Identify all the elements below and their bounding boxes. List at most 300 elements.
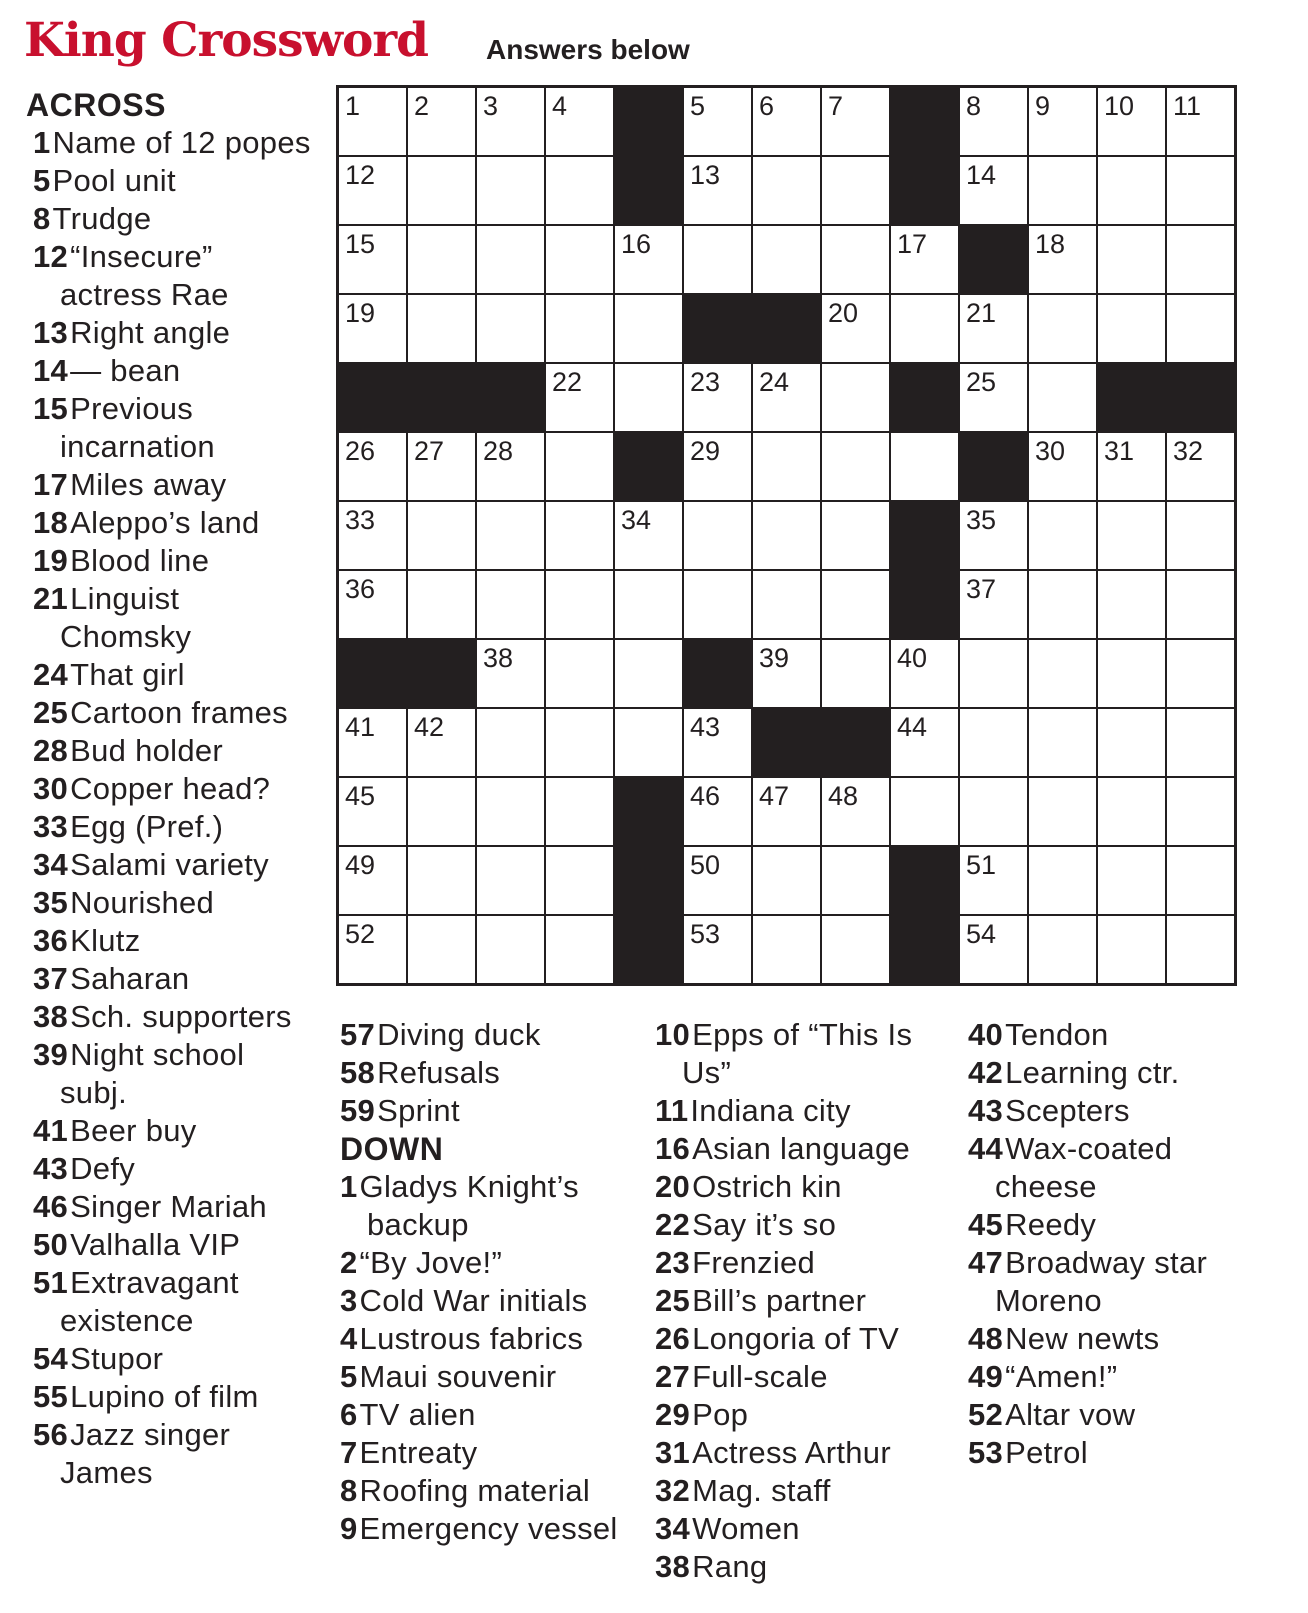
clue-text: Cold War initials xyxy=(359,1283,588,1318)
grid-cell[interactable] xyxy=(822,88,889,155)
grid-cell[interactable] xyxy=(1098,295,1165,362)
grid-cell[interactable] xyxy=(1029,916,1096,983)
grid-cell[interactable] xyxy=(1167,640,1234,707)
black-square xyxy=(891,571,958,638)
across-clue-46 xyxy=(26,1188,316,1226)
grid-cell[interactable] xyxy=(891,433,958,500)
grid-cell[interactable] xyxy=(1167,226,1234,293)
clue-number: 26 xyxy=(655,1321,691,1356)
grid-cell[interactable] xyxy=(1098,847,1165,914)
grid-cell[interactable] xyxy=(891,640,958,707)
down-clue-47 xyxy=(968,1244,1268,1320)
clue-number: 2 xyxy=(340,1245,358,1280)
down-clue-38 xyxy=(655,1548,955,1586)
clue-text: “By Jove!” xyxy=(359,1245,503,1280)
clue-text: Broadway star Moreno xyxy=(995,1245,1208,1318)
clue-number: 41 xyxy=(33,1113,69,1148)
grid-cell[interactable] xyxy=(1098,916,1165,983)
across-clue-14 xyxy=(26,352,316,390)
grid-cell[interactable] xyxy=(891,709,958,776)
clue-text: Nourished xyxy=(70,885,215,920)
across-clue-13 xyxy=(26,314,316,352)
grid-cell[interactable] xyxy=(546,847,613,914)
clue-text: Tendon xyxy=(1005,1017,1109,1052)
grid-cell[interactable] xyxy=(546,571,613,638)
grid-cell[interactable] xyxy=(960,640,1027,707)
grid-cell[interactable] xyxy=(339,709,406,776)
grid-cell[interactable] xyxy=(753,916,820,983)
clue-text: Say it’s so xyxy=(692,1207,837,1242)
clue-text: Maui souvenir xyxy=(359,1359,557,1394)
grid-cell[interactable] xyxy=(615,364,682,431)
grid-cell[interactable] xyxy=(339,502,406,569)
grid-cell[interactable] xyxy=(960,502,1027,569)
cell-number: 8 xyxy=(966,91,982,121)
grid-cell[interactable] xyxy=(1029,88,1096,155)
grid-cell[interactable] xyxy=(684,847,751,914)
grid-cell[interactable] xyxy=(477,640,544,707)
clue-number: 6 xyxy=(340,1397,358,1432)
clue-text: Sprint xyxy=(377,1093,460,1128)
clue-text: Women xyxy=(692,1511,800,1546)
cell-number: 48 xyxy=(828,781,859,811)
clue-number: 31 xyxy=(655,1435,691,1470)
grid-cell[interactable] xyxy=(1167,502,1234,569)
grid-cell[interactable] xyxy=(1029,640,1096,707)
cell-number: 37 xyxy=(966,574,997,604)
cell-number: 34 xyxy=(621,505,652,535)
down-clue-31 xyxy=(655,1434,955,1472)
clue-number: 58 xyxy=(340,1055,376,1090)
grid-cell[interactable] xyxy=(339,847,406,914)
grid-cell[interactable] xyxy=(822,571,889,638)
grid-cell[interactable] xyxy=(408,778,475,845)
grid-cell[interactable] xyxy=(408,847,475,914)
clue-text: Pool unit xyxy=(52,163,176,198)
grid-cell[interactable] xyxy=(1098,88,1165,155)
grid-cell[interactable] xyxy=(408,916,475,983)
grid-cell[interactable] xyxy=(546,295,613,362)
cell-number: 40 xyxy=(897,643,928,673)
across-clue-21 xyxy=(26,580,316,656)
grid-cell[interactable] xyxy=(615,295,682,362)
grid-cell[interactable] xyxy=(891,295,958,362)
cell-number: 30 xyxy=(1035,436,1066,466)
across-clue-35 xyxy=(26,884,316,922)
grid-cell[interactable] xyxy=(822,847,889,914)
across-clue-41 xyxy=(26,1112,316,1150)
grid-cell[interactable] xyxy=(546,433,613,500)
grid-cell[interactable] xyxy=(477,847,544,914)
grid-cell[interactable] xyxy=(408,709,475,776)
clue-number: 1 xyxy=(340,1169,358,1204)
clue-number: 45 xyxy=(968,1207,1004,1242)
down-clue-7 xyxy=(340,1434,640,1472)
clue-text: Emergency vessel xyxy=(359,1511,618,1546)
clue-number: 38 xyxy=(655,1549,691,1584)
grid-cell[interactable] xyxy=(684,157,751,224)
cell-number: 46 xyxy=(690,781,721,811)
clue-number: 59 xyxy=(340,1093,376,1128)
clue-number: 24 xyxy=(33,657,69,692)
down-clue-2 xyxy=(340,1244,640,1282)
clue-number: 4 xyxy=(340,1321,358,1356)
clue-number: 16 xyxy=(655,1131,691,1166)
clue-text: Extravagant existence xyxy=(60,1265,239,1338)
clue-text: Klutz xyxy=(70,923,141,958)
grid-cell[interactable] xyxy=(1098,709,1165,776)
grid-cell[interactable] xyxy=(822,295,889,362)
grid-cell[interactable] xyxy=(684,709,751,776)
down-clue-48 xyxy=(968,1320,1268,1358)
grid-cell[interactable] xyxy=(1029,226,1096,293)
grid-cell[interactable] xyxy=(684,778,751,845)
black-square xyxy=(891,847,958,914)
grid-cell[interactable] xyxy=(477,916,544,983)
grid-cell[interactable] xyxy=(753,778,820,845)
cell-number: 29 xyxy=(690,436,721,466)
cell-number: 44 xyxy=(897,712,928,742)
across-clue-15 xyxy=(26,390,316,466)
clue-text: Scepters xyxy=(1005,1093,1130,1128)
grid-cell[interactable] xyxy=(408,502,475,569)
grid-cell[interactable] xyxy=(477,226,544,293)
grid-cell[interactable] xyxy=(753,157,820,224)
clue-number: 40 xyxy=(968,1017,1004,1052)
grid-cell[interactable] xyxy=(960,709,1027,776)
across-clue-19 xyxy=(26,542,316,580)
grid-cell[interactable] xyxy=(960,571,1027,638)
clue-text: Frenzied xyxy=(692,1245,816,1280)
cell-number: 28 xyxy=(483,436,514,466)
across-clue-34 xyxy=(26,846,316,884)
grid-cell[interactable] xyxy=(408,571,475,638)
grid-cell[interactable] xyxy=(1029,364,1096,431)
clue-number: 49 xyxy=(968,1359,1004,1394)
grid-cell[interactable] xyxy=(891,778,958,845)
grid-cell[interactable] xyxy=(477,778,544,845)
cell-number: 5 xyxy=(690,91,706,121)
grid-cell[interactable] xyxy=(1167,847,1234,914)
clue-number: 28 xyxy=(33,733,69,768)
grid-cell[interactable] xyxy=(615,640,682,707)
grid-cell[interactable] xyxy=(1029,778,1096,845)
grid-cell[interactable] xyxy=(822,502,889,569)
clue-text: Stupor xyxy=(70,1341,164,1376)
down-clue-4 xyxy=(340,1320,640,1358)
grid-cell[interactable] xyxy=(1098,433,1165,500)
grid-cell[interactable] xyxy=(477,709,544,776)
grid-cell[interactable] xyxy=(1029,847,1096,914)
cell-number: 38 xyxy=(483,643,514,673)
grid-cell[interactable] xyxy=(408,295,475,362)
grid-cell[interactable] xyxy=(684,226,751,293)
clue-number: 11 xyxy=(655,1093,689,1128)
clue-number: 14 xyxy=(33,353,69,388)
grid-cell[interactable] xyxy=(1098,778,1165,845)
grid-cell[interactable] xyxy=(684,571,751,638)
grid-cell[interactable] xyxy=(822,916,889,983)
black-square xyxy=(615,847,682,914)
grid-cell[interactable] xyxy=(546,226,613,293)
grid-cell[interactable] xyxy=(1167,916,1234,983)
grid-cell[interactable] xyxy=(1029,502,1096,569)
down-heading: DOWN xyxy=(340,1131,444,1167)
down-clue-9 xyxy=(340,1510,640,1548)
cell-number: 4 xyxy=(552,91,568,121)
grid-cell[interactable] xyxy=(546,157,613,224)
black-square xyxy=(615,916,682,983)
clue-number: 8 xyxy=(33,201,51,236)
black-square xyxy=(408,640,475,707)
grid-cell[interactable] xyxy=(339,88,406,155)
cell-number: 39 xyxy=(759,643,790,673)
clue-text: Valhalla VIP xyxy=(70,1227,241,1262)
clue-number: 1 xyxy=(33,125,51,160)
cell-number: 32 xyxy=(1173,436,1204,466)
grid-cell[interactable] xyxy=(1167,433,1234,500)
clue-text: New newts xyxy=(1005,1321,1160,1356)
down-clue-5 xyxy=(340,1358,640,1396)
grid-cell[interactable] xyxy=(1167,778,1234,845)
cell-number: 15 xyxy=(345,229,376,259)
clue-text: “Insecure” actress Rae xyxy=(60,239,229,312)
grid-cell[interactable] xyxy=(960,778,1027,845)
grid-cell[interactable] xyxy=(684,916,751,983)
grid-cell[interactable] xyxy=(891,226,958,293)
down-clue-49 xyxy=(968,1358,1268,1396)
grid-cell[interactable] xyxy=(339,157,406,224)
down-clue-40 xyxy=(968,1016,1268,1054)
grid-cell[interactable] xyxy=(615,571,682,638)
grid-cell[interactable] xyxy=(822,364,889,431)
clue-text: TV alien xyxy=(359,1397,476,1432)
down-clue-45 xyxy=(968,1206,1268,1244)
black-square xyxy=(477,364,544,431)
grid-cell[interactable] xyxy=(1167,157,1234,224)
grid-cell[interactable] xyxy=(477,502,544,569)
clue-text: Previous incarnation xyxy=(60,391,215,464)
clue-text: Mag. staff xyxy=(692,1473,831,1508)
down-clue-3 xyxy=(340,1282,640,1320)
grid-cell[interactable] xyxy=(1167,88,1234,155)
down-clue-32 xyxy=(655,1472,955,1510)
grid-cell[interactable] xyxy=(546,502,613,569)
clue-text: Reedy xyxy=(1005,1207,1097,1242)
black-square xyxy=(615,778,682,845)
grid-cell[interactable] xyxy=(753,640,820,707)
grid-cell[interactable] xyxy=(1098,502,1165,569)
grid-cell[interactable] xyxy=(1098,571,1165,638)
down-clue-16 xyxy=(655,1130,955,1168)
down-clue-29 xyxy=(655,1396,955,1434)
grid-cell[interactable] xyxy=(477,433,544,500)
grid-cell[interactable] xyxy=(684,433,751,500)
across-clue-50 xyxy=(26,1226,316,1264)
grid-cell[interactable] xyxy=(1029,571,1096,638)
clue-number: 25 xyxy=(655,1283,691,1318)
answers-note: Answers below xyxy=(486,34,690,65)
clue-text: Longoria of TV xyxy=(692,1321,900,1356)
cell-number: 53 xyxy=(690,919,721,949)
cell-number: 1 xyxy=(345,91,361,121)
clue-number: 43 xyxy=(33,1151,69,1186)
cell-number: 11 xyxy=(1173,91,1202,121)
grid-cell[interactable] xyxy=(408,433,475,500)
black-square xyxy=(753,709,820,776)
clue-number: 42 xyxy=(968,1055,1004,1090)
black-square xyxy=(408,364,475,431)
clue-text: Lupino of film xyxy=(70,1379,259,1414)
across-clue-56 xyxy=(26,1416,316,1492)
clue-number: 34 xyxy=(655,1511,691,1546)
clue-number: 17 xyxy=(33,467,69,502)
grid-cell[interactable] xyxy=(753,502,820,569)
grid-cell[interactable] xyxy=(615,226,682,293)
grid-cell[interactable] xyxy=(822,778,889,845)
clue-text: Bud holder xyxy=(70,733,224,768)
clue-text: Pop xyxy=(692,1397,749,1432)
grid-cell[interactable] xyxy=(684,364,751,431)
page-title: King Crossword xyxy=(24,13,428,68)
grid-cell[interactable] xyxy=(753,226,820,293)
clue-number: 29 xyxy=(655,1397,691,1432)
grid-cell[interactable] xyxy=(477,571,544,638)
grid-cell[interactable] xyxy=(546,88,613,155)
clue-text: Altar vow xyxy=(1005,1397,1136,1432)
grid-cell[interactable] xyxy=(339,778,406,845)
grid-cell[interactable] xyxy=(822,640,889,707)
clue-text: Miles away xyxy=(70,467,227,502)
grid-cell[interactable] xyxy=(1029,433,1096,500)
grid-cell[interactable] xyxy=(960,295,1027,362)
grid-cell[interactable] xyxy=(546,916,613,983)
clue-text: Name of 12 popes xyxy=(52,125,311,160)
grid-cell[interactable] xyxy=(960,916,1027,983)
clue-text: Lustrous fabrics xyxy=(359,1321,584,1356)
grid-cell[interactable] xyxy=(960,364,1027,431)
grid-cell[interactable] xyxy=(1098,226,1165,293)
clue-number: 36 xyxy=(33,923,69,958)
grid-cell[interactable] xyxy=(1029,709,1096,776)
grid-cell[interactable] xyxy=(1098,157,1165,224)
grid-cell[interactable] xyxy=(546,640,613,707)
grid-cell[interactable] xyxy=(477,88,544,155)
clue-text: Learning ctr. xyxy=(1005,1055,1180,1090)
down-clue-25 xyxy=(655,1282,955,1320)
grid-cell[interactable] xyxy=(546,364,613,431)
grid-cell[interactable] xyxy=(1167,709,1234,776)
cell-number: 49 xyxy=(345,850,376,880)
grid-cell[interactable] xyxy=(408,157,475,224)
grid-cell[interactable] xyxy=(1029,157,1096,224)
black-square xyxy=(753,295,820,362)
cell-number: 33 xyxy=(345,505,376,535)
cell-number: 12 xyxy=(345,160,376,190)
grid-cell[interactable] xyxy=(822,433,889,500)
grid-cell[interactable] xyxy=(408,88,475,155)
cell-number: 31 xyxy=(1104,436,1135,466)
clue-text: Cartoon frames xyxy=(70,695,288,730)
across-heading: ACROSS xyxy=(26,87,166,123)
down-clue-42 xyxy=(968,1054,1268,1092)
cell-number: 20 xyxy=(828,298,859,328)
clue-text: Jazz singer James xyxy=(60,1417,231,1490)
grid-cell[interactable] xyxy=(615,502,682,569)
grid-cell[interactable] xyxy=(339,226,406,293)
grid-cell[interactable] xyxy=(339,571,406,638)
grid-cell[interactable] xyxy=(753,847,820,914)
grid-cell[interactable] xyxy=(1167,295,1234,362)
across-clue-57 xyxy=(340,1016,640,1054)
clue-text: Petrol xyxy=(1005,1435,1088,1470)
grid-cell[interactable] xyxy=(753,433,820,500)
cell-number: 10 xyxy=(1104,91,1135,121)
grid-cell[interactable] xyxy=(339,433,406,500)
down-clue-26 xyxy=(655,1320,955,1358)
clue-number: 35 xyxy=(33,885,69,920)
grid-cell[interactable] xyxy=(960,157,1027,224)
grid-cell[interactable] xyxy=(477,157,544,224)
clue-number: 43 xyxy=(968,1093,1004,1128)
grid-cell[interactable] xyxy=(339,916,406,983)
down-clue-43 xyxy=(968,1092,1268,1130)
grid-cell[interactable] xyxy=(960,88,1027,155)
clue-number: 19 xyxy=(33,543,69,578)
grid-cell[interactable] xyxy=(615,709,682,776)
grid-cell[interactable] xyxy=(1098,640,1165,707)
clue-number: 7 xyxy=(340,1435,358,1470)
black-square xyxy=(684,295,751,362)
cell-number: 41 xyxy=(345,712,376,742)
clue-text: Roofing material xyxy=(359,1473,591,1508)
grid-cell[interactable] xyxy=(477,295,544,362)
grid-cell[interactable] xyxy=(339,295,406,362)
grid-cell[interactable] xyxy=(408,226,475,293)
grid-cell[interactable] xyxy=(960,847,1027,914)
grid-cell[interactable] xyxy=(753,571,820,638)
clue-text: Salami variety xyxy=(70,847,269,882)
cell-number: 16 xyxy=(621,229,652,259)
black-square xyxy=(891,916,958,983)
clue-column-2 xyxy=(340,1016,640,1548)
grid-cell[interactable] xyxy=(822,226,889,293)
grid-cell[interactable] xyxy=(753,364,820,431)
grid-cell[interactable] xyxy=(546,709,613,776)
grid-cell[interactable] xyxy=(753,88,820,155)
down-clue-52 xyxy=(968,1396,1268,1434)
grid-cell[interactable] xyxy=(684,502,751,569)
clue-number: 37 xyxy=(33,961,69,996)
across-clue-12 xyxy=(26,238,316,314)
clue-text: Right angle xyxy=(70,315,231,350)
grid-cell[interactable] xyxy=(1167,571,1234,638)
grid-cell[interactable] xyxy=(546,778,613,845)
cell-number: 51 xyxy=(966,850,997,880)
clue-number: 12 xyxy=(33,239,69,274)
cell-number: 9 xyxy=(1035,91,1051,121)
cell-number: 35 xyxy=(966,505,997,535)
cell-number: 50 xyxy=(690,850,721,880)
grid-cell[interactable] xyxy=(822,157,889,224)
grid-cell[interactable] xyxy=(684,88,751,155)
clue-number: 48 xyxy=(968,1321,1004,1356)
cell-number: 14 xyxy=(966,160,997,190)
clue-text: Saharan xyxy=(70,961,190,996)
across-clue-39 xyxy=(26,1036,316,1112)
grid-cell[interactable] xyxy=(1029,295,1096,362)
clue-text: Refusals xyxy=(377,1055,501,1090)
